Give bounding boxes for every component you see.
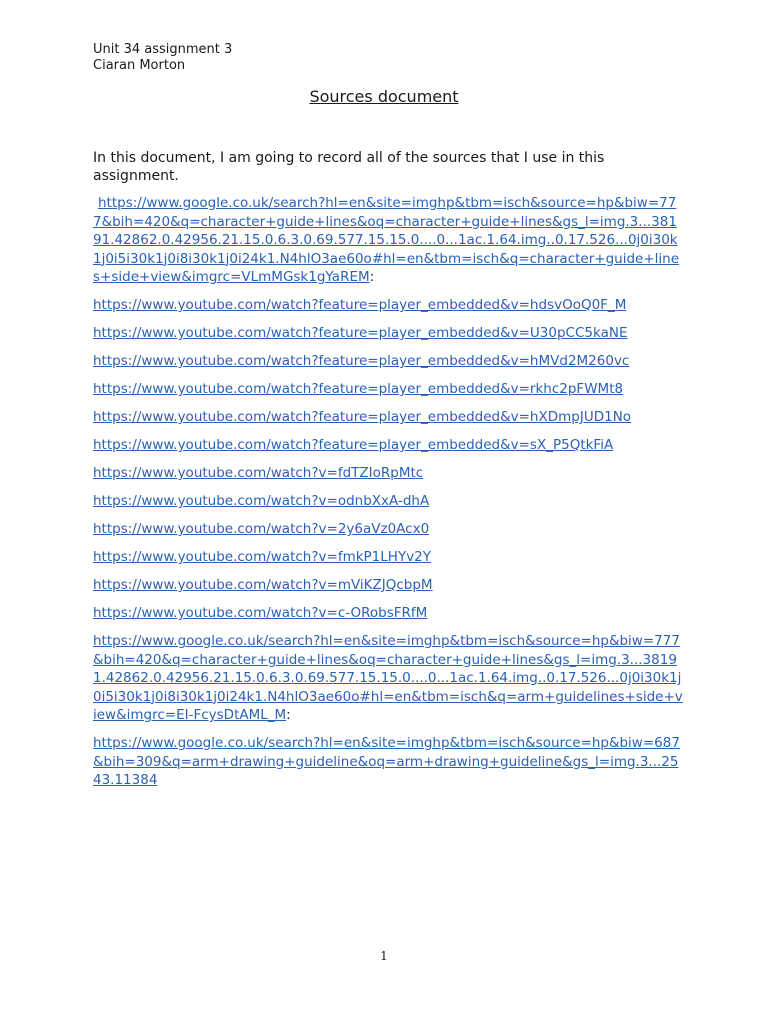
- source-link[interactable]: https://www.google.co.uk/search?hl=en&site=imghp&tbm=isch&source=hp&biw=777&bih=420&q=character+guide+lines&oq=character+guide+lines&gs_l=img.3...38191.42862.0.42956.21.15.0.6.3.0.69.577.15.15.0....0...1ac.1.64.img..0.17.526...0j0i30k1j0i5i30k1j0i8i30k1j0i24k1.N4hlO3ae60o#hl=en&tbm=isch&q=character+guide+lines+side+view&imgrc=VLmMGsk1gYaREM: [93, 195, 680, 285]
- source-entry: [93, 492, 683, 511]
- source-link[interactable]: https://www.youtube.com/watch?feature=player_embedded&v=hdsvOoQ0F_M: [93, 297, 627, 313]
- source-entry: [93, 548, 683, 567]
- source-link[interactable]: https://www.youtube.com/watch?feature=player_embedded&v=sX_P5QtkFiA: [93, 437, 614, 453]
- source-entry: [93, 576, 683, 595]
- source-entry: [93, 520, 683, 539]
- source-link[interactable]: https://www.google.co.uk/search?hl=en&site=imghp&tbm=isch&source=hp&biw=687&bih=309&q=arm+drawing+guideline&oq=arm+drawing+guideline&gs_l=img.3...2543.11384: [93, 735, 680, 788]
- source-link[interactable]: https://www.youtube.com/watch?v=2y6aVz0Acx0: [93, 521, 430, 537]
- source-suffix: :: [369, 269, 375, 285]
- intro-paragraph: In this document, I am going to record all of the sources that I use in this assignment.: [93, 150, 605, 184]
- source-link[interactable]: https://www.youtube.com/watch?feature=player_embedded&v=hMVd2M260vc: [93, 353, 630, 369]
- source-entry: [93, 380, 683, 399]
- page-title: Sources document: [309, 87, 459, 106]
- source-entry: [93, 296, 683, 315]
- sources-list: [93, 194, 683, 799]
- source-link[interactable]: https://www.youtube.com/watch?v=fmkP1LHYv2Y: [93, 549, 432, 565]
- source-link[interactable]: https://www.youtube.com/watch?v=odnbXxA-dhA: [93, 493, 430, 509]
- source-entry: [93, 194, 683, 287]
- source-entry: [93, 464, 683, 483]
- author-name: Ciaran Morton: [93, 58, 186, 73]
- source-link[interactable]: https://www.youtube.com/watch?v=fdTZIoRpMtc: [93, 465, 424, 481]
- source-link[interactable]: https://www.youtube.com/watch?v=mViKZJQcbpM: [93, 577, 433, 593]
- assignment-title: Unit 34 assignment 3: [93, 42, 233, 57]
- page-number: 1: [380, 949, 388, 963]
- source-entry: [93, 324, 683, 343]
- source-link[interactable]: https://www.youtube.com/watch?feature=player_embedded&v=hXDmpJUD1No: [93, 409, 632, 425]
- source-entry: [93, 408, 683, 427]
- source-link[interactable]: https://www.youtube.com/watch?feature=player_embedded&v=rkhc2pFWMt8: [93, 381, 624, 397]
- source-suffix: :: [286, 707, 291, 723]
- source-entry: [93, 734, 683, 790]
- source-link[interactable]: https://www.youtube.com/watch?v=c-ORobsFRfM: [93, 605, 428, 621]
- source-entry: [93, 604, 683, 623]
- source-entry: [93, 352, 683, 371]
- source-entry: [93, 436, 683, 455]
- source-entry: [93, 632, 683, 725]
- source-link[interactable]: https://www.youtube.com/watch?feature=player_embedded&v=U30pCC5kaNE: [93, 325, 628, 341]
- document-header: [93, 42, 232, 74]
- source-link[interactable]: https://www.google.co.uk/search?hl=en&site=imghp&tbm=isch&source=hp&biw=777&bih=420&q=character+guide+lines&oq=character+guide+lines&gs_l=img.3...38191.42862.0.42956.21.15.0.6.3.0.69.577.15.15.0....0...1ac.1.64.img..0.17.526...0j0i30k1j0i5i30k1j0i8i30k1j0i24k1.N4hlO3ae60o#hl=en&tbm=isch&q=arm+guidelines+side+view&imgrc=EI-FcysDtAML_M: [93, 633, 683, 723]
